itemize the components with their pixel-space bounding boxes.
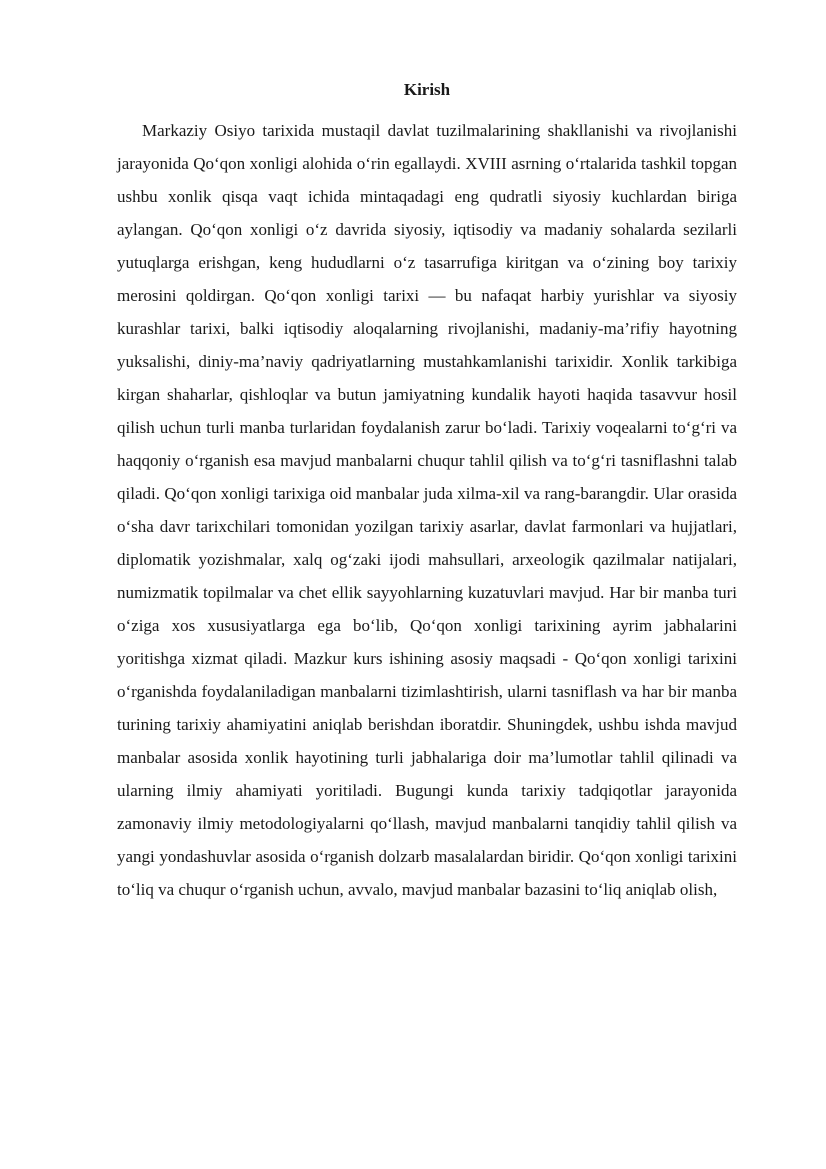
body-paragraph: Markaziy Osiyo tarixida mustaqil davlat tuzilmalarining shakllanishi va rivojlanishi jarayonida Qo‘qon xonligi alohida o‘rin egallaydi. XVIII asrning o‘rtalarida tashkil topgan ushbu xonlik qisqa vaqt ichida mintaqadagi eng qudratli siyosiy kuchlardan biriga aylangan. Qo‘qon xonligi o‘z davrida siyosiy, iqtisodiy va madaniy sohalarda sezilarli yutuqlarga erishgan, keng hududlarni o‘z tasarrufiga kiritgan va o‘zining boy tarixiy merosini qoldirgan. Qo‘qon xonligi tarixi — bu nafaqat harbiy yurishlar va siyosiy kurashlar tarixi, balki iqtisodiy aloqalarning rivojlanishi, madaniy-ma’rifiy hayotning yuksalishi, diniy-ma’naviy qadriyatlarning mustahkamlanishi tarixidir. Xonlik tarkibiga kirgan shaharlar, qishloqlar va butun jamiyatning kundalik hayoti haqida tasavvur hosil qilish uchun turli manba turlaridan foydalanish zarur bo‘ladi. Tarixiy voqealarni to‘g‘ri va haqqoniy o‘rganish esa mavjud manbalarni chuqur tahlil qilish va to‘g‘ri tasniflashni talab qiladi. Qo‘qon xonligi tarixiga oid manbalar juda xilma-xil va rang-barangdir. Ular orasida o‘sha davr tarixchilari tomonidan yozilgan tarixiy asarlar, davlat farmonlari va hujjatlari, diplomatik yozishmalar, xalq og‘zaki ijodi mahsullari, arxeologik qazilmalar natijalari, numizmatik topilmalar va chet ellik sayyohlarning kuzatuvlari mavjud. Har bir manba turi o‘ziga xos xususiyatlarga ega bo‘lib, Qo‘qon xonligi tarixining ayrim jabhalarini yoritishga xizmat qiladi. Mazkur kurs ishining asosiy maqsadi - Qo‘qon xonligi tarixini o‘rganishda foydalaniladigan manbalarni tizimlashtirish, ularni tasniflash va har bir manba turining tarixiy ahamiyatini aniqlab berishdan iboratdir. Shuningdek, ushbu ishda mavjud manbalar asosida xonlik hayotining turli jabhalariga doir ma’lumotlar tahlil qilinadi va ularning ilmiy ahamiyati yoritiladi. Bugungi kunda tarixiy tadqiqotlar jarayonida zamonaviy ilmiy metodologiyalarni qo‘llash, mavjud manbalarni tanqidiy tahlil qilish va yangi yondashuvlar asosida o‘rganish dolzarb masalalardan biridir. Qo‘qon xonligi tarixini to‘liq va chuqur o‘rganish uchun, avvalo, mavjud manbalar bazasini to‘liq aniqlab olish, — [117, 121, 737, 899]
section-title: Kirish — [403, 80, 451, 99]
document-page — [117, 70, 737, 906]
